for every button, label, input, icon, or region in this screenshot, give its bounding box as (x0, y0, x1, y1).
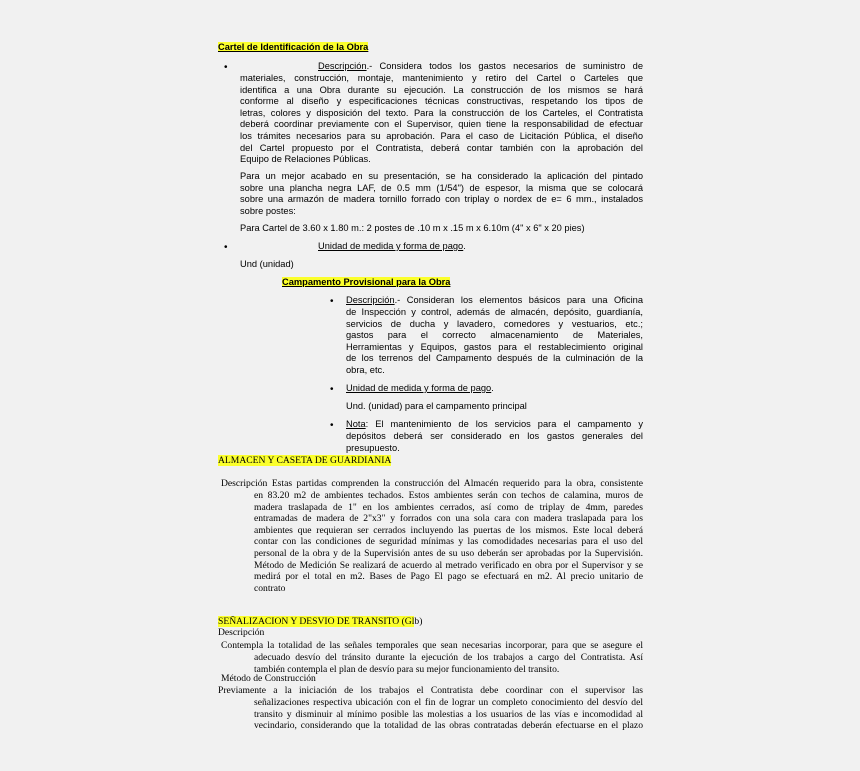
paragraph-line: sobre postes: (240, 205, 296, 216)
paragraph-line: en 83.20 m2 de ambientes techados. Estos ambientes serán con techos de calamina, muros de (254, 490, 643, 501)
cartel-unit-value: Und (unidad) (240, 259, 294, 269)
campamento-title-text: Campamento Provisional para la Obra (282, 277, 451, 287)
paragraph-line: personal de la obra y de la Supervisión antes de su uso deberán ser aprobadas por la Supervisión. (254, 547, 643, 559)
campamento-note-paragraph (346, 431, 643, 454)
senalizacion-title-text: SEÑALIZACION Y DESVIO DE TRANSITO (Gl (218, 616, 415, 627)
campamento-description-first-line (346, 295, 643, 307)
senalizacion-description-first-line: Contempla la totalidad de las señales temporales que sean necesarias incorporar, para que se asegure el (221, 640, 643, 651)
paragraph-line: contrato (254, 582, 286, 594)
cartel-description-first-line (318, 61, 643, 73)
bullet-icon: • (330, 420, 334, 431)
section-title-cartel (218, 42, 368, 54)
paragraph-line: transito y disminuir al mínimo posible las molestias a los usuarios de las vías e incomodidad al (254, 708, 643, 720)
paragraph-line: Para un mejor acabado en su presentación, se ha considerado la aplicación del pintado (240, 171, 643, 181)
paragraph-line: madera traslapada de 1" en los ambientes cerrados, así como de triplay de 4mm, paredes (254, 501, 643, 513)
paragraph-line: servicios de ducha y lavadero, comedores y vestuarios, etc.; (346, 318, 643, 329)
paragraph-line: conforme al diseño y especificaciones técnicas constructivas, respetando los tipos de (240, 96, 643, 107)
paragraph-line: identifica a una Obra durante su ejecución. La construcción de los mismos se hará (240, 84, 643, 95)
bullet-icon: • (224, 62, 228, 73)
cartel-description-label: Descripción (318, 61, 367, 71)
paragraph-line: materiales, construcción, montaje, mantenimiento y retiro del Cartel o Carteles que (240, 73, 643, 83)
almacen-paragraph (254, 490, 643, 594)
section-title-almacen (218, 455, 391, 467)
senalizacion-title-suffix: b) (414, 616, 423, 627)
campamento-description-paragraph (346, 307, 643, 377)
campamento-note-first-line (346, 419, 643, 431)
almacen-first-line: Descripción Estas partidas comprenden la construcción del Almacén requerido para la obra, consistente (221, 478, 643, 489)
campamento-unit-suffix: . (491, 383, 494, 393)
bullet-icon: • (224, 242, 228, 253)
paragraph-line: obra, etc. (346, 364, 385, 375)
senalizacion-method-paragraph (254, 697, 643, 732)
paragraph-line: letras, colores y disposición del texto. Para la construcción de los Carteles, el Contratista (240, 107, 643, 118)
senalizacion-description-heading: Descripción (218, 627, 265, 638)
cartel-title-text: Cartel de Identificación de la Obra (218, 42, 369, 52)
cartel-finish-paragraph (240, 171, 643, 217)
paragraph-line: de Inspección y control, además de almacén, depósito, guardianía, (346, 307, 643, 317)
paragraph-line: también contempla el plan de desvío para su mejor funcionamiento del transito. (254, 663, 560, 675)
campamento-description-intro: .- Consideran los elementos básicos para una Oficina (394, 295, 643, 305)
paragraph-line: Equipo de Relaciones Públicas. (240, 154, 371, 165)
paragraph-line: contar con las condiciones de seguridad mínimas y las comodidades necesarias para el uso del (254, 536, 643, 548)
paragraph-line: Método de Medición Se realizará de acuerdo al metrado verificado en obra por el Supervisor y se (254, 559, 643, 571)
campamento-unit-value: Und. (unidad) para el campamento principal (346, 401, 527, 411)
paragraph-line: entramadas de madera de 2"x3" y forrados con una sola cara con madera traslapada para los (254, 513, 643, 525)
paragraph-line: presupuesto. (346, 442, 400, 453)
paragraph-line: sobre una armazón de madera tornillo forrado con triplay o nordex de e= 6 mm., instalados (240, 194, 643, 205)
cartel-size-spec: Para Cartel de 3.60 x 1.80 m.: 2 postes de .10 m x .15 m x 6.10m (4" x 6" x 20 pies) (240, 223, 585, 233)
bullet-icon: • (330, 296, 334, 307)
campamento-description-label: Descripción (346, 295, 395, 305)
paragraph-line: Herramientas y Equipos, gastos para el restablecimiento original (346, 341, 643, 352)
paragraph-line: sobre una plancha negra LAF, de 0.5 mm (1/54") de espesor, la misma que se colocará (240, 182, 643, 193)
senalizacion-description-paragraph (254, 652, 643, 675)
paragraph-line: vecindario, considerando que la totalidad de las obras contratadas deberán efectuarse en el plazo (254, 720, 643, 732)
campamento-note-label: Nota (346, 419, 366, 429)
paragraph-line: ambientes que requieran ser cerrados incluyendo las puertas de los mismos. Este local deberá (254, 524, 643, 536)
section-title-senalizacion (218, 616, 422, 628)
paragraph-line: del Cartel propuesto por el Contratista, deberá contar también con la aprobación del (240, 142, 643, 153)
paragraph-line: gastos para el correcto almacenamiento de Materiales, (346, 330, 643, 341)
paragraph-line: medirá por el total en m2. Bases de Pago El pago se efectuará en m2. Al precio unitario de (254, 571, 643, 583)
section-title-campamento (282, 277, 450, 289)
paragraph-line: adecuado desvío del tránsito durante la ejecución de los trabajos a cargo del Contratista. Así (254, 652, 643, 663)
campamento-unit-label: Unidad de medida y forma de pago (346, 383, 492, 393)
almacen-title-text: ALMACEN Y CASETA DE GUARDIANIA (218, 455, 392, 466)
senalizacion-method-heading: Método de Construcción (221, 673, 316, 684)
paragraph-line: los trámites necesarios para su aprobación. Para el caso de Licitación Pública, el diseño (240, 130, 643, 141)
campamento-note-intro: : El mantenimiento de los servicios para el campamento y (365, 419, 643, 429)
campamento-unit-heading (346, 383, 494, 395)
cartel-description-intro: .- Considera todos los gastos necesarios de suministro de (366, 61, 643, 71)
paragraph-line: de los terrenos del Campamento después de la culminación de la (346, 353, 643, 364)
paragraph-line: señalizaciones respectiva ubicación con el fin de lograr un completo conocimiento del desvío del (254, 697, 643, 708)
cartel-description-paragraph (240, 73, 643, 166)
paragraph-line: depósitos deberá ser considerado en los gastos generales del (346, 431, 643, 441)
bullet-icon: • (330, 384, 334, 395)
cartel-unit-label: Unidad de medida y forma de pago (318, 241, 464, 251)
cartel-unit-suffix: . (463, 241, 466, 251)
senalizacion-method-first-line: Previamente a la iniciación de los trabajos el Contratista debe coordinar con el supervisor las (218, 685, 643, 696)
cartel-unit-heading (318, 241, 466, 253)
paragraph-line: deberá coordinar previamente con el Supervisor, quien tiene la responsabilidad de efectuar (240, 119, 643, 130)
